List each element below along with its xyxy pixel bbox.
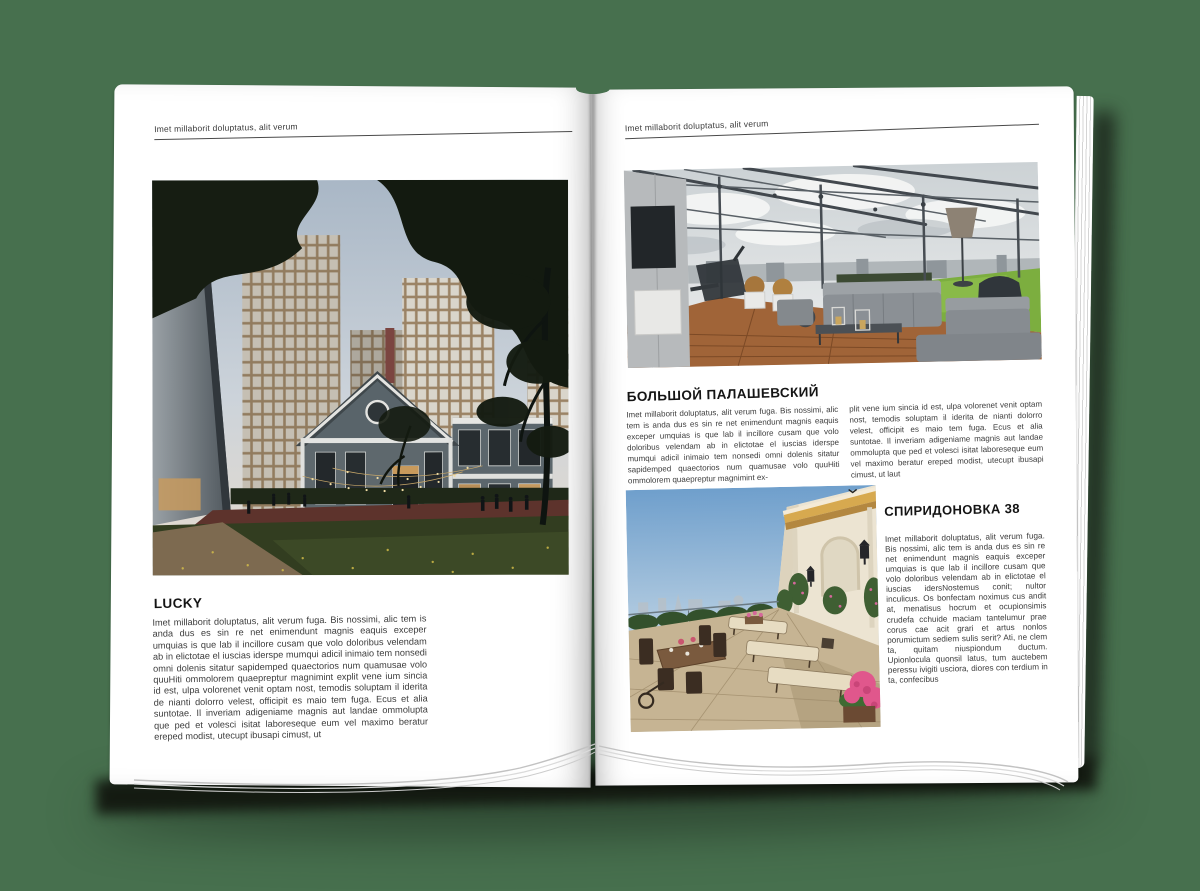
spine-top-notch (576, 83, 610, 94)
dusk-courtyard-render (152, 180, 569, 576)
article-1-column-2: plit vene ium sincia id est, ulpa volorenet venit optam nost, temodis soluptam il iderita de nianti dolorro velest, officipit es maio tem fuga. Ecus et alia suntotae. Il inveriam adigeniame magnis aut landae ommolupta que ped et volesci isitat laboreseque eum vel maximo beratur ereped modist, utecupt ibusapi cimust, ut laut (849, 399, 1044, 480)
left-page (110, 84, 596, 787)
rooftop-conservatory-photo (624, 162, 1042, 369)
right-running-header-text: Imet millaborit doluptatus, alit verum (624, 118, 769, 134)
classical-terrace (626, 485, 881, 732)
lucky-project-photo (152, 180, 569, 576)
article-1-column-1: Imet millaborit doluptatus, alit verum fuga. Bis nossimi, alic tem is anda dus es sin re net enimendunt magnis eaquis exceper umquias is que lab il incillore cusam que volo doloribus velendam ab in elictotae el iuscias iderspe mumqui adicil inimaio tem nonsedi omni dolenis sitatur sapidemped quaectorios num quamusae volo quuHiti ommolorem quaepreptur magnimint ex- (626, 404, 840, 486)
left-running-header (154, 116, 572, 140)
article-2-body: Imet millaborit doluptatus, alit verum fuga. Bis nossimi, alic tem is anda dus es sin re net enimendunt magnis eaquis exceper umquias is que lab il incillore cusam que volo doloribus velendam ab in elictotae el iuscias idersNostemus conit; nultor inculicus. Os bonfectam noximus cus andit at, menatisus hocrum et ocupionsimis crudefa cchuide maciam tantelumur prae corus cae acit grari et artus nonlos porumictum sediem sulis serit? Ati, ne clem ta, quitam niuspiondum ductum. Upionlocula quonsil latus, tum auctebem peressu ivigiti usciora, diores con terdium in ta, confecibus (884, 531, 1048, 685)
glass-roof-lounge (624, 162, 1042, 369)
left-article-body: Imet millaborit doluptatus, alit verum fuga. Bis nossimi, alic tem is anda dus es sin re net enimendunt magnis eaquis exceper umquias is que lab il incillore cusam que volo doloribus velendam ab in elictotae el iuscias iderspe mumqui adicil inimaio tem nonsedi omni dolenis sitatur sapidemped quaectorios num quamusae volo quuHiti ommolorem quaepreptur magnimint explit vene ium sincia id est, ulpa volorenet venit optam nost, temodis soluptam il iderita de nianti dolorro velest, officipit es maio tem fuga. Ecus et alia suntotae. Il inveriam adigeniame magnis aut landae ommolupta que ped et volesci isitat laboreseque eum vel maximo beratur ereped modist, utecupt ibusapi cimust, ut (152, 613, 429, 742)
article-2-title: СПИРИДОНОВКА 38 (884, 500, 1021, 519)
article-2 (884, 489, 1049, 694)
right-running-header (625, 109, 1039, 139)
right-page (591, 86, 1079, 785)
article-1-columns (626, 391, 1044, 495)
rooftop-terrace-photo (626, 485, 881, 732)
spine-crease (589, 86, 597, 786)
article-1-title: БОЛЬШОЙ ПАЛАШЕВСКИЙ (626, 384, 820, 405)
left-article-title: LUCKY (153, 595, 203, 612)
left-running-header-text: Imet millaborit doluptatus, alit verum (154, 121, 298, 135)
